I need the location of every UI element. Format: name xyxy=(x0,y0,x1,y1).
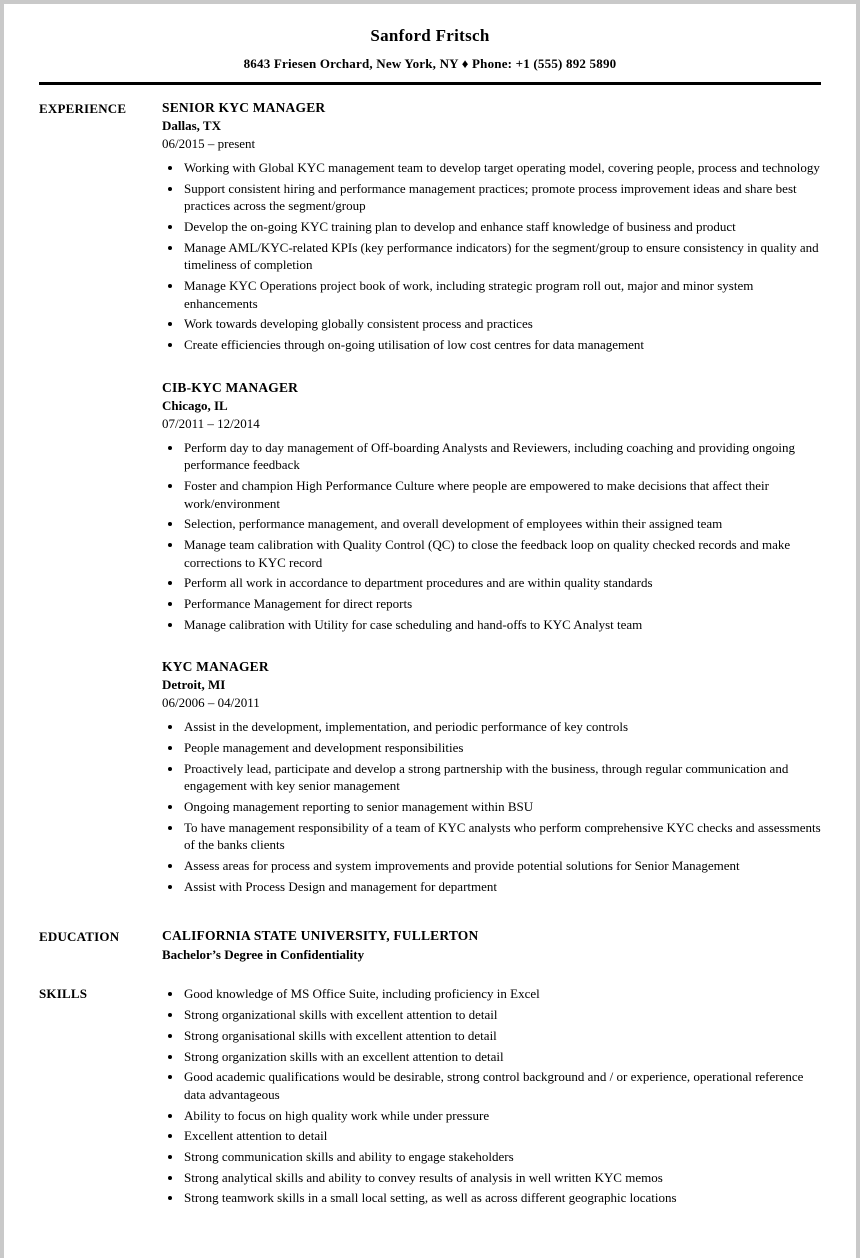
job-bullet-list xyxy=(162,159,821,354)
skill-item: • Strong organisational skills with excellent attention to detail xyxy=(183,1027,821,1045)
job-location: Detroit, MI xyxy=(162,677,226,693)
skill-item: • Strong teamwork skills in a small local setting, as well as across different geographic locations xyxy=(183,1189,821,1207)
experience-body xyxy=(162,100,821,898)
job xyxy=(162,100,821,354)
job-location: Chicago, IL xyxy=(162,397,228,413)
job-bullet-item: • Performance Management for direct reports xyxy=(183,595,821,613)
job-bullet-list xyxy=(162,439,821,634)
section-label-skills: SKILLS xyxy=(39,986,88,1002)
job-bullet-item: • Assist with Process Design and management for department xyxy=(183,878,821,896)
job-bullet-item: • To have management responsibility of a team of KYC analysts who perform comprehensive KYC checks and assessments of the banks clients xyxy=(183,819,821,854)
skill-item: • Good academic qualifications would be desirable, strong control background and / or experience, operational reference data advantageous xyxy=(183,1068,821,1103)
job-dates: 06/2006 – 04/2011 xyxy=(162,695,260,711)
header-divider xyxy=(39,82,821,85)
job-bullet-item: • Perform day to day management of Off-boarding Analysts and Reviewers, including coaching and providing ongoing performance feedback xyxy=(183,439,821,474)
job-bullet-item: • Assist in the development, implementation, and periodic performance of key controls xyxy=(183,718,821,736)
skill-item: • Ability to focus on high quality work while under pressure xyxy=(183,1107,821,1125)
job-bullet-item: • Manage KYC Operations project book of work, including strategic program roll out, major and minor system enhancements xyxy=(183,277,821,312)
job-bullet-item: • Manage AML/KYC-related KPIs (key performance indicators) for the segment/group to ensure consistency in quality and timeliness of completion xyxy=(183,239,821,274)
education-section xyxy=(39,928,821,963)
experience-section xyxy=(39,100,821,898)
job-bullet-item: • Create efficiencies through on-going utilisation of low cost centres for data management xyxy=(183,336,821,354)
skills-body xyxy=(162,985,821,1209)
skills-section xyxy=(39,985,821,1209)
job-bullet-item: • Foster and champion High Performance Culture where people are empowered to make decisions that affect their work/environment xyxy=(183,477,821,512)
job-dates: 07/2011 – 12/2014 xyxy=(162,415,260,431)
job-bullet-item: • Perform all work in accordance to department procedures and are within quality standards xyxy=(183,574,821,592)
skill-item: • Excellent attention to detail xyxy=(183,1127,821,1145)
job-bullet-item: • Ongoing management reporting to senior management within BSU xyxy=(183,798,821,816)
job xyxy=(162,380,821,634)
section-label-education: EDUCATION xyxy=(39,929,120,945)
contact-line: 8643 Friesen Orchard, New York, NY ♦ Phone: +1 (555) 892 5890 xyxy=(243,56,617,71)
resume-header xyxy=(39,26,821,85)
job-bullet-item: • Manage calibration with Utility for case scheduling and hand-offs to KYC Analyst team xyxy=(183,616,821,634)
job-location: Dallas, TX xyxy=(162,118,221,133)
job-bullet-item: • People management and development responsibilities xyxy=(183,739,821,757)
education-degree: Bachelor’s Degree in Confidentiality xyxy=(162,947,365,963)
job-title: CIB-KYC MANAGER xyxy=(162,379,299,395)
job-bullet-item: • Selection, performance management, and overall development of employees within their assigned team xyxy=(183,515,821,533)
job-bullet-item: • Working with Global KYC management team to develop target operating model, covering people, process and technology xyxy=(183,159,821,177)
job-bullet-list xyxy=(162,718,821,895)
skills-list xyxy=(162,985,821,1206)
job-bullet-item: • Support consistent hiring and performance management practices; promote process improvement ideas and share best practices across the segment/group xyxy=(183,180,821,215)
job-bullet-item: • Develop the on-going KYC training plan to develop and enhance staff knowledge of business and product xyxy=(183,218,821,236)
education-body xyxy=(162,928,821,963)
job-title: SENIOR KYC MANAGER xyxy=(162,100,326,115)
skill-item: • Strong analytical skills and ability to convey results of analysis in well written KYC memos xyxy=(183,1169,821,1187)
job-title: KYC MANAGER xyxy=(162,659,269,675)
resume-name: Sanford Fritsch xyxy=(370,26,490,45)
skill-item: • Strong organizational skills with excellent attention to detail xyxy=(183,1006,821,1024)
section-label-experience: EXPERIENCE xyxy=(39,101,127,116)
education-school: CALIFORNIA STATE UNIVERSITY, FULLERTON xyxy=(162,928,479,944)
skill-item: • Strong communication skills and ability to engage stakeholders xyxy=(183,1148,821,1166)
skill-item: • Good knowledge of MS Office Suite, including proficiency in Excel xyxy=(183,985,821,1003)
job-dates: 06/2015 – present xyxy=(162,136,256,151)
resume-page xyxy=(4,4,856,1258)
job-bullet-item: • Work towards developing globally consistent process and practices xyxy=(183,315,821,333)
job-bullet-item: • Assess areas for process and system improvements and provide potential solutions for Senior Management xyxy=(183,857,821,875)
job-bullet-item: • Proactively lead, participate and develop a strong partnership with the business, through regular communication and engagement with key senior management xyxy=(183,760,821,795)
job xyxy=(162,659,821,895)
document-background xyxy=(0,4,860,1258)
skill-item: • Strong organization skills with an excellent attention to detail xyxy=(183,1048,821,1066)
job-bullet-item: • Manage team calibration with Quality Control (QC) to close the feedback loop on quality checked records and make corrections to KYC record xyxy=(183,536,821,571)
